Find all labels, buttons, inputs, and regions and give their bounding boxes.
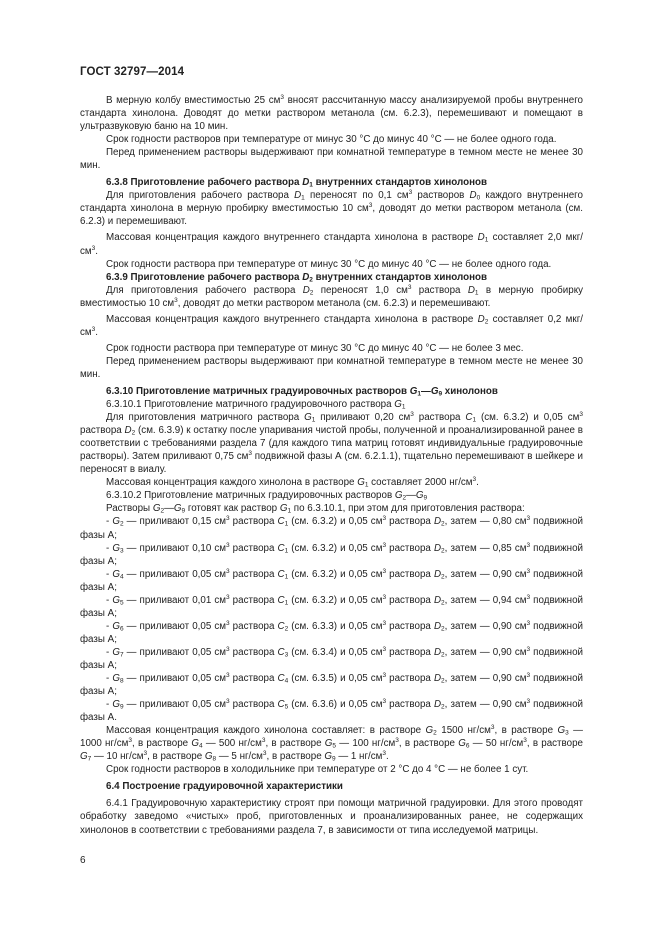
paragraph: Массовая концентрация каждого внутреннего стандарта хинолона в растворе $D_1$ составляет 2,0 мкг/$см^3$. <box>80 232 583 257</box>
list-item-g4: - $G_4$ — приливают 0,05 $см^3$ раствора $C_1$ (см. 6.3.2) и 0,05 $см^3$ раствора $D_2$, затем — 0,90 $см^3$ подвижной фазы А; <box>80 567 584 593</box>
list-item-g7: - $G_7$ — приливают 0,05 $см^3$ раствора $C_3$ (см. 6.3.4) и 0,05 $см^3$ раствора $D_2$, затем — 0,90 $см^3$ подвижной фазы А; <box>80 645 584 671</box>
list-item-g2: - $G_2$ — приливают 0,15 $см^3$ раствора $C_1$ (см. 6.3.2) и 0,05 $см^3$ раствора $D_2$, затем — 0,80 $см^3$ подвижной фазы А; <box>80 515 584 541</box>
paragraph: Перед применением растворы выдерживают при комнатной температуре в темном месте не менее 30 мин. <box>80 147 583 172</box>
paragraph: В мерную колбу вместимостью 25 $см^3$ вносят рассчитанную массу анализируемой пробы внутреннего стандарта хинолона. Доводят до метки раствором метанола (см. 6.2.3), перемешивают и помещают в ультразвуковую баню на 10 мин. <box>80 94 583 133</box>
paragraph: Массовая концентрация каждого хинолона в растворе $G_1$ составляет 2000 $нг/см^3$. <box>106 476 479 489</box>
paragraph: Срок годности растворов при температуре от минус 30 °С до минус 40 °С — не более одного года. <box>106 134 557 146</box>
list-item-g8: - $G_8$ — приливают 0,05 $см^3$ раствора $C_4$ (см. 6.3.5) и 0,05 $см^3$ раствора $D_2$, затем — 0,90 $см^3$ подвижной фазы А; <box>80 672 584 698</box>
section-heading-6-3-9: 6.3.9 Приготовление рабочего раствора $D_2$ внутренних стандартов хинолонов <box>106 271 488 284</box>
list-item-g5: - $G_5$ — приливают 0,01 $см^3$ раствора $C_1$ (см. 6.3.2) и 0,05 $см^3$ раствора $D_2$, затем — 0,94 $см^3$ подвижной фазы А; <box>80 593 584 619</box>
paragraph: 6.3.10.1 Приготовление матричного градуировочного раствора $G_1$ <box>106 399 406 411</box>
list-item-g9: - $G_9$ — приливают 0,05 $см^3$ раствора $C_5$ (см. 6.3.6) и 0,05 $см^3$ раствора $D_2$, затем — 0,90 $см^3$ подвижной фазы А. <box>80 698 584 724</box>
paragraph: Для приготовления матричного раствора $G_1$ приливают 0,20 $см^3$ раствора $C_1$ (см. 6.3.2) и 0,05 $см^3$ раствора $D_2$ (см. 6.3.9) к остатку после упаривания чистой пробы, полученной и проанализированной ранее в соответствии с требованиями раздела 7 (для каждого типа матриц готовят индивидуальные градуировочные растворы). Затем приливают 0,75 $см^3$ подвижной фазы А (см. 6.2.1.1), тщательно перемешивают в шейкере и переносят в виалу. <box>80 411 583 476</box>
paragraph: Срок годности растворов в холодильнике при температуре от 2 °С до 4 °С — не более 1 сут. <box>106 764 529 776</box>
section-heading-6-4: 6.4 Построение градуировочной характеристики <box>106 781 343 793</box>
page-number: 6 <box>80 855 86 866</box>
section-heading-6-3-8: 6.3.8 Приготовление рабочего раствора $D_1$ внутренних стандартов хинолонов <box>106 177 488 189</box>
paragraph: Растворы $G_2—G_9$ готовят как раствор $G_1$ по 6.3.10.1, при этом для приготовления раствора: <box>106 503 525 515</box>
list-item-g6: - $G_6$ — приливают 0,05 $см^3$ раствора $C_2$ (см. 6.3.3) и 0,05 $см^3$ раствора $D_2$, затем — 0,90 $см^3$ подвижной фазы А; <box>80 619 584 645</box>
paragraph: Массовая концентрация каждого хинолона составляет: в растворе $G_2$ 1500 $нг/см^3$, в растворе $G_3$ — 1000 $нг/см^3$, в растворе $G_4$ — 500 $нг/см^3$, в растворе $G_5$ — 100 $нг/см^3$, в растворе $G_6$ — 50 $нг/см^3$, в растворе $G_7$ — 10 $нг/см^3$, в растворе $G_8$ — 5 $нг/см^3$, в растворе $G_9$ — 1 $нг/см^3$. <box>80 724 583 763</box>
paragraph: Для приготовления рабочего раствора $D_2$ переносят 1,0 $см^3$ раствора $D_1$ в мерную пробирку вместимостью 10 $см^3$, доводят до метки раствором метанола (см. 6.2.3) и перемешивают. <box>80 283 583 309</box>
section-heading-6-3-10: 6.3.10 Приготовление матричных градуировочных растворов $G_1—G_9$ хинолонов <box>106 385 498 398</box>
paragraph: Для приготовления рабочего раствора $D_1$ переносят по 0,1 $см^3$ растворов $D_0$ каждого внутреннего стандарта хинолона в мерную пробирку вместимостью 10 $см^3$, доводят до метки раствором метанола (см. 6.2.3) и перемешивают. <box>80 189 583 228</box>
paragraph: Массовая концентрация каждого внутреннего стандарта хинолона в растворе $D_2$ составляет 0,2 мкг/$см^3$. <box>80 313 583 338</box>
paragraph: 6.4.1 Градуировочную характеристику строят при помощи матричной градуировки. Для этого проводят обработку заведомо «чистых» проб, приготовленных и проанализированных ранее, не содержащих хинолонов в соответствии с требованиями раздела 7, в зависимости от типа исследуемой матрицы. <box>80 798 583 836</box>
paragraph: Срок годности раствора при температуре от минус 30 °С до минус 40 °С — не более 3 мес. <box>106 342 524 354</box>
document-body <box>80 94 583 837</box>
paragraph: 6.3.10.2 Приготовление матричных градуировочных растворов $G_2—G_9$ <box>106 490 428 502</box>
paragraph: Срок годности раствора при температуре от минус 30 °С до минус 40 °С — не более одного года. <box>106 258 552 270</box>
document-header: ГОСТ 32797—2014 <box>80 66 185 78</box>
paragraph: Перед применением растворы выдерживают при комнатной температуре в темном месте не менее 30 мин. <box>80 355 583 380</box>
list-item-g3: - $G_3$ — приливают 0,10 $см^3$ раствора $C_1$ (см. 6.3.2) и 0,05 $см^3$ раствора $D_2$, затем — 0,85 $см^3$ подвижной фазы А; <box>80 541 584 567</box>
